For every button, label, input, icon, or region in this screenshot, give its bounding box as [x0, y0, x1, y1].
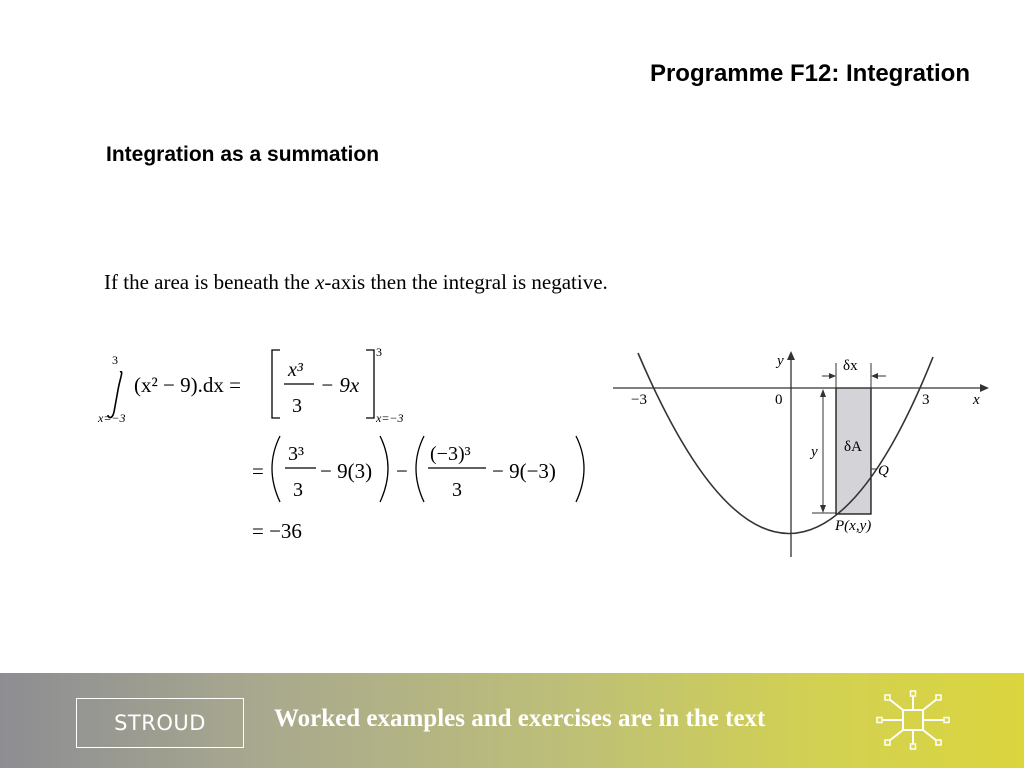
- body-text-after: -axis then the integral is negative.: [324, 270, 608, 294]
- integrand: (x² − 9).dx =: [134, 373, 241, 397]
- body-text-var: x: [315, 270, 325, 294]
- line2-right-paren-2: [576, 436, 584, 502]
- line2-left-paren-1: [272, 436, 280, 502]
- delta-x-left-head: [829, 373, 836, 379]
- bracket-lower-limit: x=−3: [376, 411, 404, 425]
- integral-derivation: [90, 340, 600, 560]
- line2-left-paren-2: [416, 436, 424, 502]
- bracket-denominator: 3: [292, 395, 302, 417]
- q-label: Q: [878, 463, 889, 479]
- line2-right-paren-1: [380, 436, 388, 502]
- line2-term2-rest: − 9(−3): [492, 459, 556, 483]
- line2-term1-numerator: 3³: [288, 443, 304, 465]
- integral-upper-limit: 3: [112, 353, 118, 367]
- tick-label-neg3: −3: [631, 392, 647, 408]
- parabola-diagram: [605, 345, 995, 560]
- delta-a-label: δA: [844, 439, 862, 455]
- bracket-rest: − 9x: [320, 373, 360, 397]
- programme-title: Programme F12: Integration: [649, 60, 970, 87]
- line2-equals: =: [252, 459, 264, 483]
- line2-term2-numerator: (−3)³: [430, 443, 471, 465]
- y-measure-arrow-top: [820, 389, 826, 397]
- line2-term1-denominator: 3: [293, 479, 303, 501]
- bracket-numerator: x³: [288, 359, 303, 381]
- right-square-bracket: [366, 350, 374, 418]
- integral-lower-limit: x=−3: [98, 411, 126, 425]
- section-title: Integration as a summation: [106, 143, 380, 166]
- x-axis-arrow: [980, 384, 989, 392]
- delta-x-label: δx: [843, 358, 858, 374]
- p-label: P(x,y): [835, 518, 872, 534]
- y-axis-arrow: [787, 351, 795, 360]
- tick-label-3: 3: [922, 392, 930, 408]
- y-axis-label: y: [777, 353, 784, 369]
- footer-text: Worked examples and exercises are in the text: [274, 705, 766, 732]
- y-measure-arrow-bottom: [820, 505, 826, 513]
- bracket-upper-limit: 3: [376, 345, 382, 359]
- body-text-before: If the area is beneath the: [104, 270, 316, 294]
- delta-x-right-head: [871, 373, 878, 379]
- body-paragraph: [104, 270, 608, 295]
- circuit-node-icon: [872, 689, 954, 751]
- parabola-curve: [638, 353, 933, 534]
- line2-term2-denominator: 3: [452, 479, 462, 501]
- result: = −36: [252, 519, 302, 543]
- y-height-label: y: [811, 444, 818, 460]
- x-axis-label: x: [973, 392, 980, 408]
- footer-bar: [0, 673, 1024, 768]
- tick-label-0: 0: [775, 392, 783, 408]
- left-square-bracket: [272, 350, 280, 418]
- stroud-brand-box: STROUD: [76, 698, 244, 748]
- line2-minus: −: [396, 459, 408, 483]
- line2-term1-rest: − 9(3): [320, 459, 373, 483]
